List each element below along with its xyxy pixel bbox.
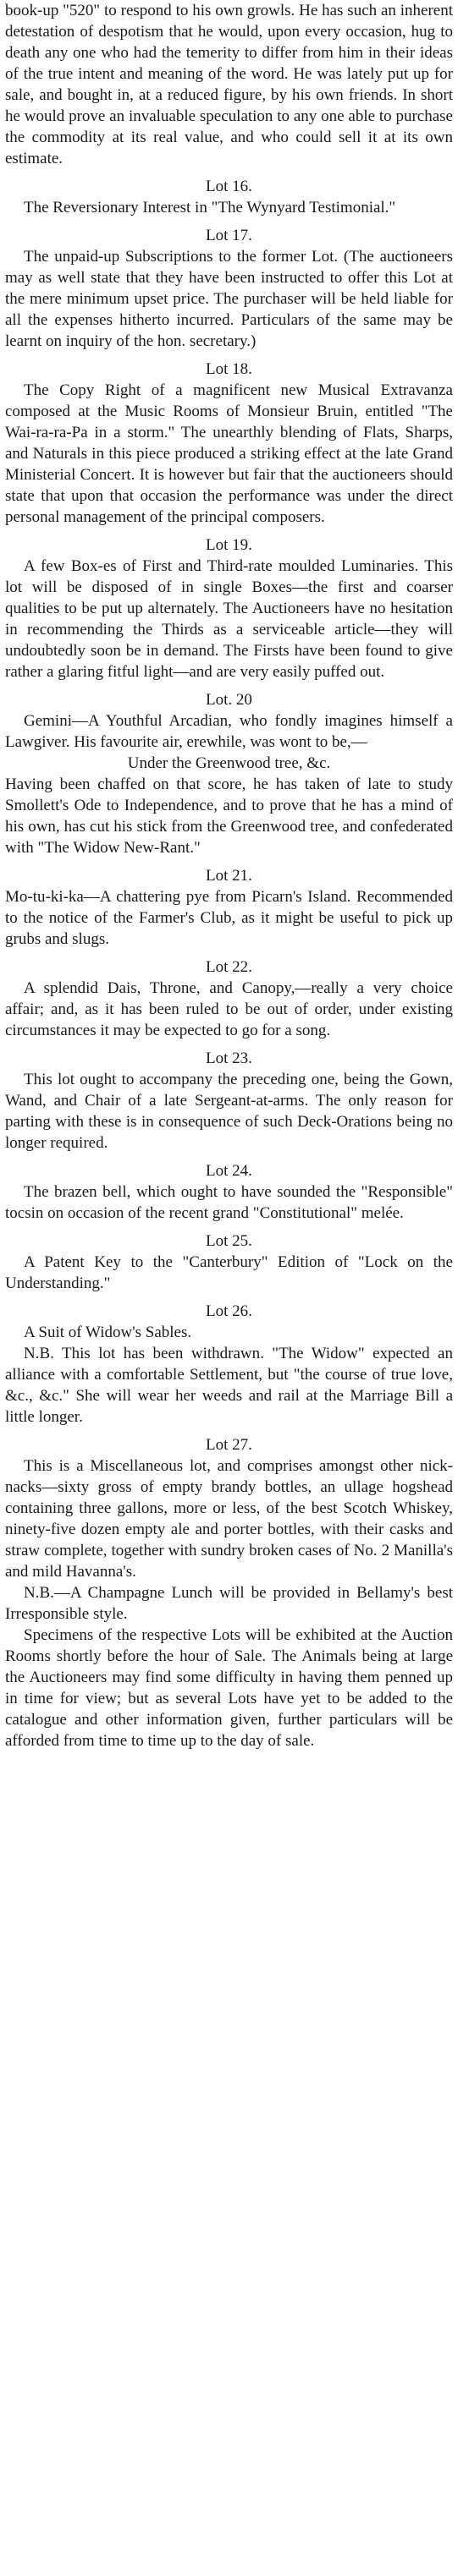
lot-27 [5, 1434, 453, 1751]
lot-paragraph: Having been chaffed on that score, he has taken of late to study Smollett's Ode to Independence, and to prove that he has a mind of his own, has cut his stick from the Greenwood tree, and confederated with "The Widow New-Rant." [5, 776, 453, 857]
lot-paragraph: A splendid Dais, Throne, and Canopy,—really a very choice affair; and, as it has been ruled to be out of order, under existing circumstances it may be expected to go for a song. [5, 979, 453, 1039]
lot-heading: Lot 26. [206, 1302, 252, 1320]
lot-paragraph: Gemini—A Youthful Arcadian, who fondly imagines himself a Lawgiver. His favourite air, erewhile, was wont to be,— [5, 712, 453, 751]
lot-18 [5, 359, 453, 528]
lot-heading: Lot 25. [206, 1232, 252, 1250]
lot-paragraph: A Suit of Widow's Sables. [24, 1324, 192, 1341]
lot-paragraph: A few Box-es of First and Third-rate moulded Luminaries. This lot will be disposed of in single Boxes—the first and coarser qualities to be put up alternately. The Auctioneers have no hesitation in recommending the Thirds as a serviceable article—they will undoubtedly soon be in demand. The Firsts have been found to give rather a glaring fitful light—and are very easily puffed out. [5, 557, 453, 681]
lot-21 [5, 865, 453, 950]
lot-25 [5, 1230, 453, 1294]
lot-heading: Lot 24. [206, 1162, 252, 1180]
lot-heading: Lot. 20 [206, 691, 252, 709]
closing-paragraph: Specimens of the respective Lots will be exhibited at the Auction Rooms shortly before the hour of Sale. The Animals being at large the Auctioneers may find some difficulty in having them penned up in time for view; but as several Lots have yet to be added to the catalogue and other information given, further particulars will be afforded from time to time up to the day of sale. [5, 1626, 453, 1750]
lot-paragraph: The unpaid-up Subscriptions to the former Lot. (The auctioneers may as well state that they have been instructed to offer this Lot at the mere minimum upset price. The purchaser will be held liable for all the expenses hitherto incurred. Particulars of the same may be learnt on inquiry of the hon. secretary.) [5, 248, 453, 350]
lot-paragraph: The Reversionary Interest in "The Wynyard Testimonial." [24, 199, 396, 216]
lot-heading: Lot 27. [206, 1436, 252, 1454]
lot-19 [5, 534, 453, 682]
lot-heading: Lot 21. [206, 867, 252, 885]
lot-26 [5, 1301, 453, 1428]
lot-heading: Lot 18. [206, 360, 252, 378]
lot-note: N.B.—A Champagne Lunch will be provided in Bellamy's best Irresponsible style. [5, 1584, 453, 1623]
lot-22 [5, 956, 453, 1041]
lot-heading: Lot 17. [206, 227, 252, 244]
lot-23 [5, 1048, 453, 1154]
lot-heading: Lot 19. [206, 536, 252, 554]
lot-paragraph: A Patent Key to the "Canterbury" Edition of "Lock on the Understanding." [5, 1253, 453, 1292]
lot-heading: Lot 22. [206, 958, 252, 976]
lot-paragraph: Mo-tu-ki-ka—A chattering pye from Picarn's Island. Recommended to the notice of the Farmer's Club, as it might be useful to pick up grubs and slugs. [5, 888, 453, 948]
lot-heading: Lot 23. [206, 1050, 252, 1067]
lot-paragraph: The brazen bell, which ought to have sounded the "Responsible" tocsin on occasion of the recent grand "Constitutional" melée. [5, 1183, 453, 1222]
song-quote: Under the Greenwood tree, &c. [127, 754, 331, 772]
lot-heading: Lot 16. [206, 178, 252, 195]
lot-24 [5, 1160, 453, 1224]
lot-paragraph: This is a Miscellaneous lot, and comprises amongst other nick-nacks—sixty gross of empty brandy bottles, an ullage hogshead containing three gallons, more or less, of the best Scotch Whiskey, ninety-five dozen empty ale and porter bottles, with their casks and straw complete, together with sundry broken cases of No. 2 Manilla's and mild Havanna's. [5, 1457, 453, 1581]
intro-paragraph: book-up "520" to respond to his own growls. He has such an inherent detestation of despotism that he would, upon every occasion, hug to death any one who had the temerity to differ from him in their ideas of the true intent and meaning of the word. He was lately put up for sale, and bought in, at a reduced figure, by his own friends. In short he would prove an invaluable speculation to any one able to purchase the commodity at its real value, and who could sell it at its own estimate. [5, 2, 453, 167]
lot-20 [5, 689, 453, 858]
lot-17 [5, 225, 453, 352]
lot-paragraph: The Copy Right of a magnificent new Musical Extravanza composed at the Music Rooms of Monsieur Bruin, entitled "The Wai-ra-ra-Pa in a storm." The unearthly blending of Flats, Sharps, and Naturals in this piece produced a striking effect at the late Grand Ministerial Concert. It is however but fair that the auctioneers should state that upon that occasion the performance was under the direct personal management of the principal composers. [5, 381, 453, 526]
lot-note: N.B. This lot has been withdrawn. "The Widow" expected an alliance with a comfortable Settlement, but "the course of true love, &c., &c." She will wear her weeds and rail at the Marriage Bill a little longer. [5, 1345, 453, 1426]
lot-16 [5, 176, 453, 218]
lot-paragraph: This lot ought to accompany the preceding one, being the Gown, Wand, and Chair of a late Sergeant-at-arms. The only reason for parting with these is in consequence of such Deck-Orations being no longer required. [5, 1071, 453, 1152]
